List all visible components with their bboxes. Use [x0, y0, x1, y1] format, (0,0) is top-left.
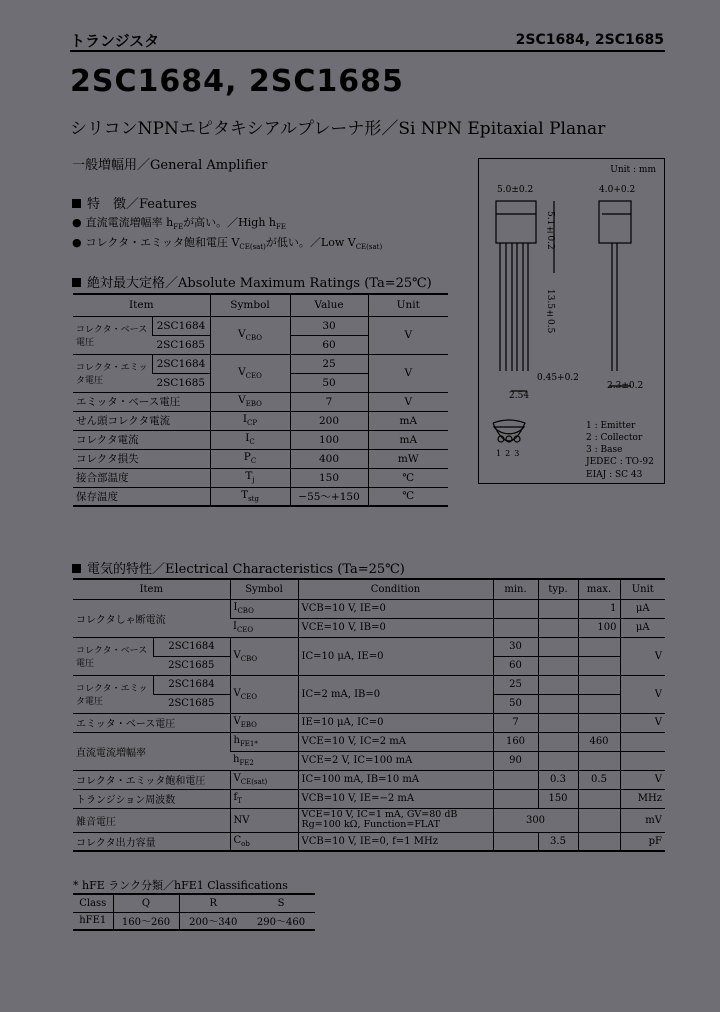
table-cell: −55～+150 — [290, 487, 368, 506]
feature-item: ● コレクタ・エミッタ飽和電圧 $V_{CE(sat)}$が低い。／Low $V_{CE(sat)}$ — [72, 234, 382, 251]
table-cell — [578, 656, 620, 675]
table-cell: VCE=10 V, IC=2 mA — [298, 732, 493, 751]
table-cell: Unit — [620, 579, 665, 599]
table-cell: IC=2 mA, IB=0 — [298, 675, 493, 713]
table-cell: $V_{CE(sat)}$ — [230, 770, 298, 789]
table-cell — [538, 656, 578, 675]
table-cell: 25 — [290, 354, 368, 373]
table-cell: ℃ — [368, 468, 448, 487]
table-cell: 2SC1684 — [152, 316, 210, 335]
table-cell: コレクタ損失 — [73, 449, 210, 468]
table-cell: コレクタ・エミッタ電圧 — [73, 354, 152, 392]
dim-label: 0.45+0.2 — [537, 373, 579, 383]
pin-label: 2 : Collector — [586, 433, 643, 443]
table-cell — [578, 789, 620, 808]
table-cell: $V_{CEO}$ — [210, 354, 290, 392]
table-cell: typ. — [538, 579, 578, 599]
table-cell: μA — [620, 599, 665, 618]
table-cell: VCE=10 V, IB=0 — [298, 618, 493, 637]
table-cell: 150 — [290, 468, 368, 487]
table-row — [73, 449, 448, 468]
table-cell: $V_{EBO}$ — [230, 713, 298, 732]
table-cell: V — [620, 637, 665, 675]
table-cell: 50 — [493, 694, 538, 713]
table-cell: $V_{CBO}$ — [230, 637, 298, 675]
table-cell: コレクタ・エミッタ電圧 — [73, 675, 153, 713]
table-cell — [578, 713, 620, 732]
table-cell: Condition — [298, 579, 493, 599]
table-cell: コレクタ・エミッタ飽和電圧 — [73, 770, 230, 789]
features-heading — [72, 193, 197, 212]
table-row — [73, 894, 315, 912]
table-cell: 2SC1684 — [152, 354, 210, 373]
table-cell: 保存温度 — [73, 487, 210, 506]
table-cell: $C_{ob}$ — [230, 832, 298, 851]
table-cell — [538, 713, 578, 732]
table-cell — [578, 832, 620, 851]
package-diagram — [478, 158, 665, 484]
dim-label: 2.3±0.2 — [607, 381, 644, 391]
dim-label: 4.0+0.2 — [599, 185, 636, 195]
table-cell — [538, 694, 578, 713]
table-cell: コレクタ・ベース電圧 — [73, 316, 152, 354]
table-cell: mV — [620, 808, 665, 832]
table-cell: IC=100 mA, IB=10 mA — [298, 770, 493, 789]
table-cell — [578, 751, 620, 770]
table-cell: $f_T$ — [230, 789, 298, 808]
table-cell — [493, 618, 538, 637]
table-cell — [493, 832, 538, 851]
table-row — [73, 392, 448, 411]
unit-label: Unit : mm — [610, 165, 656, 175]
table-row — [73, 487, 448, 506]
table-cell: R — [179, 894, 247, 912]
table-row — [73, 912, 315, 930]
table-cell: 200 — [290, 411, 368, 430]
table-cell: MHz — [620, 789, 665, 808]
table-cell: $I_{CBO}$ — [230, 599, 298, 618]
table-row — [73, 732, 665, 751]
table-cell: VCB=10 V, IE=−2 mA — [298, 789, 493, 808]
table-cell — [578, 808, 620, 832]
table-cell: VCB=10 V, IE=0 — [298, 599, 493, 618]
table-row — [73, 832, 665, 851]
abs-max-heading-text: 絶対最大定格／Absolute Maximum Ratings (Ta=25℃) — [87, 276, 432, 291]
table-cell — [578, 694, 620, 713]
table-cell: $T_j$ — [210, 468, 290, 487]
table-cell: 0.5 — [578, 770, 620, 789]
classification-table — [73, 893, 315, 931]
table-cell: 0.3 — [538, 770, 578, 789]
table-cell: V — [620, 675, 665, 713]
table-row — [73, 713, 665, 732]
elec-heading — [72, 558, 405, 577]
table-cell: 2SC1684 — [153, 675, 230, 694]
table-cell: 7 — [493, 713, 538, 732]
table-cell: V — [368, 316, 448, 354]
table-cell: Unit — [368, 294, 448, 316]
table-cell: VCE=2 V, IC=100 mA — [298, 751, 493, 770]
table-cell: 50 — [290, 373, 368, 392]
category-label: トランジスタ — [70, 32, 160, 50]
table-cell: 160～260 — [113, 912, 179, 930]
table-cell: 400 — [290, 449, 368, 468]
table-cell: Symbol — [210, 294, 290, 316]
table-cell: Class — [73, 894, 113, 912]
table-cell: Item — [73, 294, 210, 316]
table-cell: IC=10 μA, IE=0 — [298, 637, 493, 675]
electrical-table — [73, 578, 665, 852]
table-cell: V — [620, 713, 665, 732]
table-cell: min. — [493, 579, 538, 599]
table-cell: コレクタ出力容量 — [73, 832, 230, 851]
table-cell: S — [247, 894, 315, 912]
table-row — [73, 411, 448, 430]
dim-label: 2.54 — [509, 391, 530, 401]
table-cell: コレクタ・ベース電圧 — [73, 637, 153, 675]
table-cell: 7 — [290, 392, 368, 411]
table-cell: せん頭コレクタ電流 — [73, 411, 210, 430]
table-cell: mW — [368, 449, 448, 468]
table-cell: 2SC1685 — [153, 656, 230, 675]
abs-max-heading — [72, 272, 432, 291]
table-cell: トランジション周波数 — [73, 789, 230, 808]
table-cell: max. — [578, 579, 620, 599]
table-cell — [493, 770, 538, 789]
table-cell: μA — [620, 618, 665, 637]
table-cell: 接合部温度 — [73, 468, 210, 487]
table-cell: mA — [368, 411, 448, 430]
table-cell: 2SC1685 — [153, 694, 230, 713]
header-part-numbers: 2SC1684, 2SC1685 — [515, 32, 664, 48]
table-cell: pF — [620, 832, 665, 851]
table-cell: $I_C$ — [210, 430, 290, 449]
table-cell: 100 — [578, 618, 620, 637]
table-cell: コレクタしゃ断電流 — [73, 599, 230, 637]
dim-label: 5.1±0.2 — [545, 211, 555, 250]
table-cell: NV — [230, 808, 298, 832]
table-cell: $V_{CEO}$ — [230, 675, 298, 713]
table-cell: 300 — [493, 808, 578, 832]
eiaj-label: EIAJ : SC 43 — [586, 470, 643, 480]
subtitle: シリコンNPNエピタキシアルプレーナ形／Si NPN Epitaxial Planar — [70, 119, 606, 139]
table-cell: V — [368, 392, 448, 411]
pin-label: 1 : Emitter — [586, 421, 636, 431]
table-cell: IE=10 μA, IC=0 — [298, 713, 493, 732]
feature-item: ● 直流電流増幅率 $h_{FE}$が高い。／High $h_{FE}$ — [72, 214, 286, 231]
table-cell: エミッタ・ベース電圧 — [73, 392, 210, 411]
table-cell: $T_{stg}$ — [210, 487, 290, 506]
table-row — [73, 770, 665, 789]
table-cell: 雑音電圧 — [73, 808, 230, 832]
table-row — [73, 808, 665, 832]
table-cell: 60 — [493, 656, 538, 675]
divider — [70, 50, 665, 52]
table-cell: 460 — [578, 732, 620, 751]
table-cell — [620, 732, 665, 751]
table-cell: 2SC1684 — [153, 637, 230, 656]
table-cell: 60 — [290, 335, 368, 354]
table-cell: 200～340 — [179, 912, 247, 930]
table-cell: 90 — [493, 751, 538, 770]
application: 一般増幅用／General Amplifier — [72, 158, 268, 173]
table-cell: Q — [113, 894, 179, 912]
pin-numbers: 123 — [496, 449, 524, 458]
table-row — [73, 789, 665, 808]
table-cell — [538, 732, 578, 751]
features-heading-text: 特 徴／Features — [87, 197, 197, 212]
table-cell: Item — [73, 579, 230, 599]
elec-heading-text: 電気的特性／Electrical Characteristics (Ta=25℃) — [87, 562, 405, 577]
table-cell — [493, 789, 538, 808]
table-row — [73, 316, 448, 335]
table-cell — [493, 599, 538, 618]
table-row — [73, 599, 665, 618]
table-cell: $h_{FE2}$ — [230, 751, 298, 770]
table-cell: 150 — [538, 789, 578, 808]
table-cell: 直流電流増幅率 — [73, 732, 230, 770]
table-cell: $V_{CBO}$ — [210, 316, 290, 354]
table-cell: 2SC1685 — [152, 335, 210, 354]
table-cell: V — [368, 354, 448, 392]
table-cell — [538, 599, 578, 618]
table-cell: VCE=10 V, IC=1 mA, GV=80 dB Rg=100 kΩ, Function=FLAT — [298, 808, 493, 832]
dim-label: 5.0±0.2 — [497, 185, 534, 195]
table-cell — [578, 637, 620, 656]
table-cell: $I_{CEO}$ — [230, 618, 298, 637]
table-cell: $V_{EBO}$ — [210, 392, 290, 411]
table-row — [73, 468, 448, 487]
table-cell — [538, 675, 578, 694]
table-cell — [538, 751, 578, 770]
table-cell: mA — [368, 430, 448, 449]
table-cell: 25 — [493, 675, 538, 694]
table-row — [73, 675, 665, 694]
abs-max-table — [73, 293, 448, 507]
table-cell — [538, 637, 578, 656]
table-cell: hFE1 — [73, 912, 113, 930]
table-row — [73, 637, 665, 656]
classification-heading: * hFE ランク分類／hFE1 Classifications — [73, 879, 288, 892]
table-cell — [578, 675, 620, 694]
table-cell: 30 — [493, 637, 538, 656]
table-cell: 290～460 — [247, 912, 315, 930]
table-cell — [620, 751, 665, 770]
table-cell: $I_{CP}$ — [210, 411, 290, 430]
pin-label: 3 : Base — [586, 445, 623, 455]
table-cell: 1 — [578, 599, 620, 618]
table-cell: Symbol — [230, 579, 298, 599]
table-cell: コレクタ電流 — [73, 430, 210, 449]
table-cell: 160 — [493, 732, 538, 751]
table-cell: エミッタ・ベース電圧 — [73, 713, 230, 732]
table-cell: VCB=10 V, IE=0, f=1 MHz — [298, 832, 493, 851]
page-title: 2SC1684, 2SC1685 — [70, 64, 404, 99]
table-cell: V — [620, 770, 665, 789]
table-cell: Value — [290, 294, 368, 316]
dim-label: 13.5±0.5 — [545, 289, 555, 334]
table-row — [73, 354, 448, 373]
table-cell: 3.5 — [538, 832, 578, 851]
table-cell — [538, 618, 578, 637]
table-cell: $P_C$ — [210, 449, 290, 468]
jedec-label: JEDEC : TO-92 — [586, 457, 654, 467]
table-cell: $h_{FE1*}$ — [230, 732, 298, 751]
table-cell: ℃ — [368, 487, 448, 506]
table-cell: 2SC1685 — [152, 373, 210, 392]
table-cell: 100 — [290, 430, 368, 449]
table-cell: 30 — [290, 316, 368, 335]
table-row — [73, 430, 448, 449]
